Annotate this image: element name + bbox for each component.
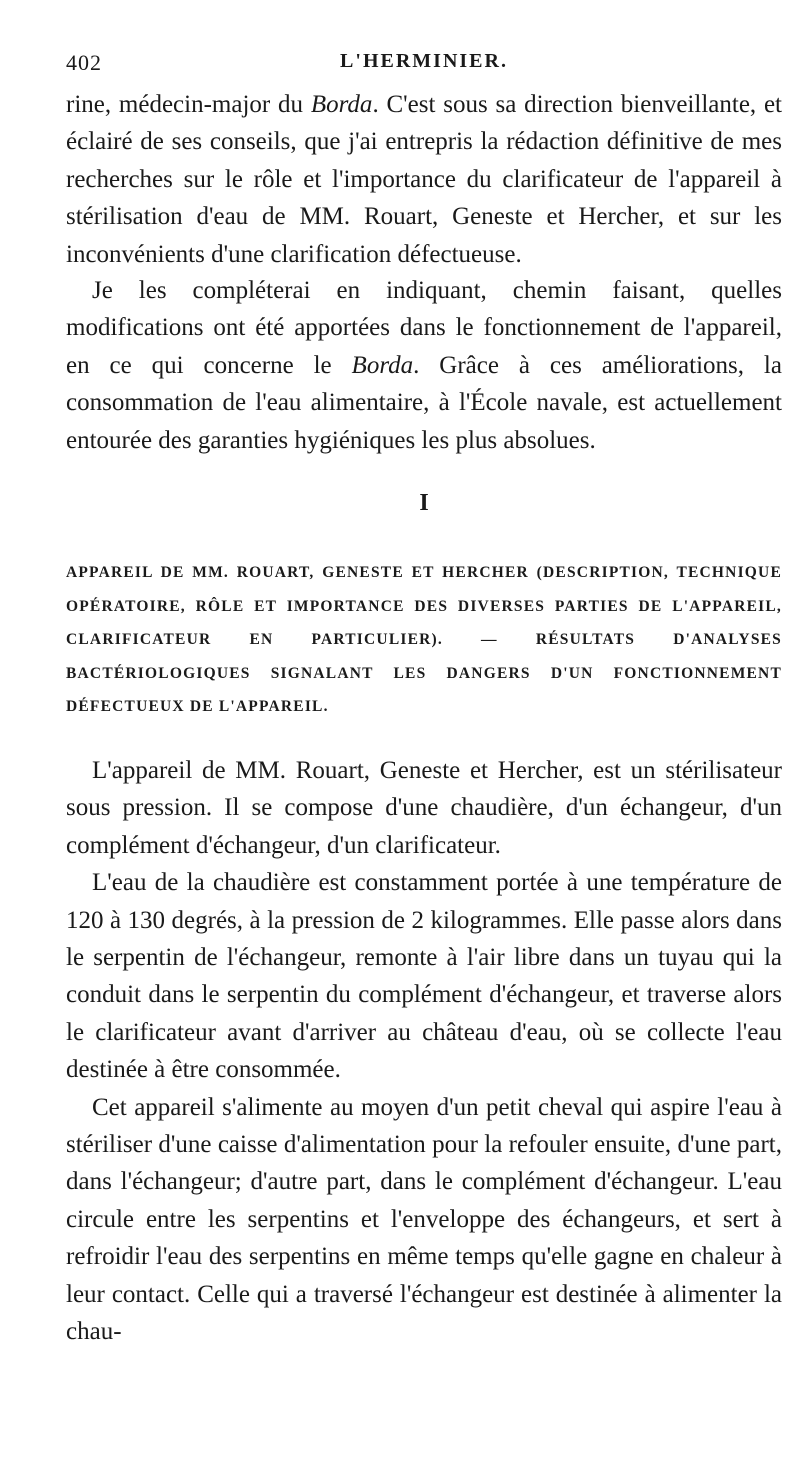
paragraph-intro xyxy=(66,86,782,273)
ship-name: Borda xyxy=(310,91,373,118)
page-header xyxy=(66,50,782,86)
ship-name: Borda xyxy=(351,351,414,379)
paragraph-boiler: L'eau de la chaudière est constamment portée à une température de 120 à 130 degrés, à la pression de 2 kilogrammes. Elle passe alors dans le serpentin de l'échangeur, remonte à l'air libre dans un tuyau qui la conduit dans le serpentin du complément d'échangeur, et traverse alors le clarificateur avant d'arriver au château d'eau, où se collecte l'eau destinée à être consommée. xyxy=(66,869,782,1084)
section-body xyxy=(66,752,782,1351)
paragraph-text: Je les compléterai en indiquant, chemin faisant, quelles modifications ont été apportées dans le fonctionnement de l'appareil, en ce qui concerne le xyxy=(66,277,782,379)
page-number: 402 xyxy=(66,50,102,75)
paragraph-apparatus: L'appareil de MM. Rouart, Geneste et Hercher, est un stérilisateur sous pression. Il se compose d'une chaudière, d'un échangeur, d'un complément d'échangeur, d'un clarificateur. xyxy=(66,757,782,859)
section-number: I xyxy=(419,490,429,516)
paragraph-text: . Grâce à ces améliorations, la consommation de l'eau alimentaire, à l'École navale, est actuellement entourée des garanties hygiéniques les plus absolues. xyxy=(66,351,782,454)
paragraph-text: . C'est sous sa direction bienveillante, et éclairé de ses conseils, que j'ai entrepris la rédaction définitive de mes recherches sur le rôle et l'importance du clarificateur de l'appareil à stérilisation d'eau de MM. Rouart, Geneste et Hercher, et sur les inconvénients d'une clarification défectueuse. xyxy=(66,91,783,268)
paragraph-modifications xyxy=(66,272,782,459)
section-summary: APPAREIL DE MM. ROUART, GENESTE ET HERCHER (DESCRIPTION, TECHNIQUE OPÉRATOIRE, RÔLE ET IMPORTANCE DES DIVERSES PARTIES DE L'APPAREIL, CLARIFICATEUR EN PARTICULIER). — RÉSULTATS D'ANALYSES BACTÉRIOLOGIQUES SIGNALANT LES DANGERS D'UN FONCTIONNEMENT DÉFECTUEUX DE L'APPAREIL. xyxy=(66,564,782,715)
paragraph-feed: Cet appareil s'alimente au moyen d'un petit cheval qui aspire l'eau à stériliser d'une caisse d'alimentation pour la refouler ensuite, d'une part, dans l'échangeur; d'autre part, dans le complément d'échangeur. L'eau circule entre les serpentins et l'enveloppe des échangeurs, et sert à refroidir l'eau des serpentins en même temps qu'elle gagne en chaleur à leur contact. Celle qui a traversé l'échangeur est destinée à alimenter la chau- xyxy=(66,1093,782,1346)
paragraph-text: rine, médecin-major du xyxy=(66,91,311,118)
running-title: L'HERMINIER. xyxy=(340,50,508,72)
